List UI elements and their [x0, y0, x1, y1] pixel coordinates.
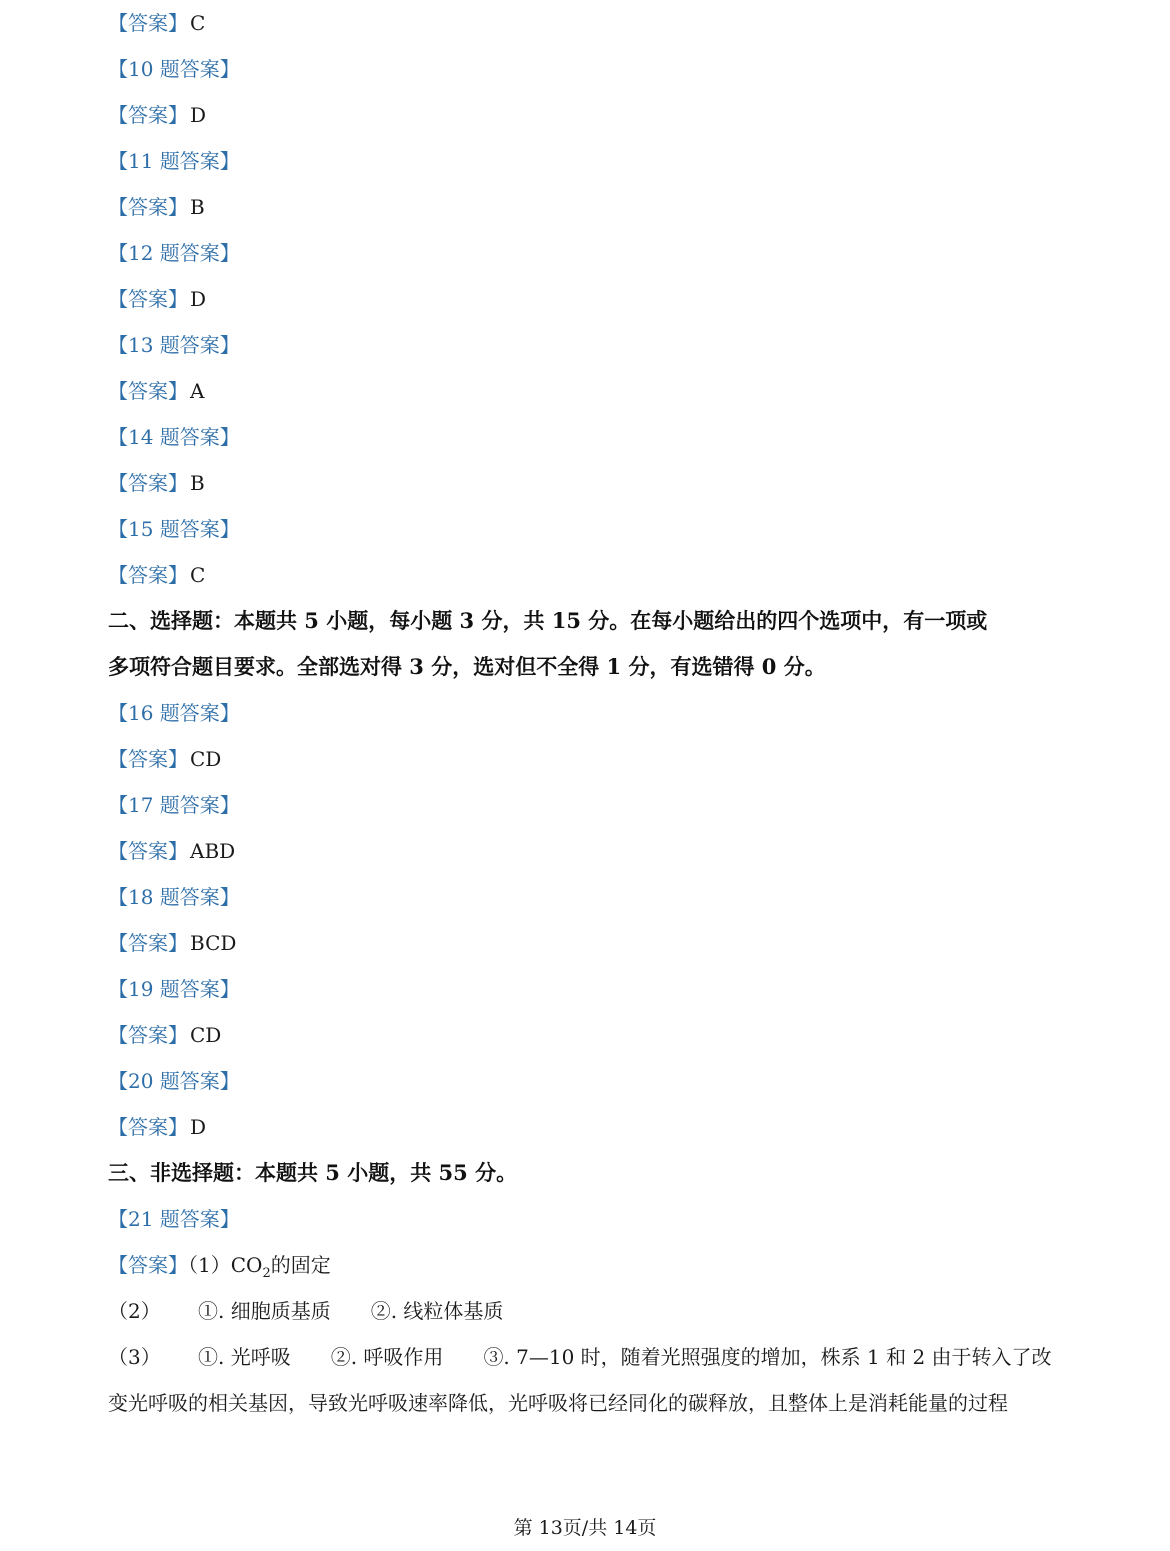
answer-value: ABD: [190, 839, 236, 863]
question-label: 【13 题答案】: [108, 333, 240, 357]
section2-heading: [108, 598, 1068, 690]
part3-item-3: ③. 7—10 时，随着光照强度的增加，株系 1 和 2 由于转入了改: [483, 1345, 1052, 1369]
answer-value: C: [190, 563, 206, 587]
answer-line: [108, 552, 1068, 598]
answer-line: [108, 276, 1068, 322]
section1-answer-list: [108, 0, 1068, 598]
question-label: 【14 题答案】: [108, 425, 240, 449]
part2-item-1: ①. 细胞质基质: [198, 1299, 331, 1323]
answer-label: 【答案】: [108, 931, 188, 955]
answer-value: D: [190, 287, 207, 311]
answer-label: 【答案】: [108, 1115, 188, 1139]
question-label-line: [108, 1196, 1068, 1242]
answer-line: [108, 368, 1068, 414]
answer-line: [108, 460, 1068, 506]
answer-line: [108, 184, 1068, 230]
answer-label: 【答案】: [108, 195, 188, 219]
question-label-line: [108, 1058, 1068, 1104]
answer-value: B: [190, 195, 205, 219]
answer-line: [108, 1104, 1068, 1150]
answer-line: [108, 828, 1068, 874]
question-label-line: [108, 874, 1068, 920]
section2-heading-line2: 多项符合题目要求。全部选对得 3 分，选对但不全得 1 分，有选错得 0 分。: [108, 654, 826, 679]
question-label-line: [108, 966, 1068, 1012]
answer-line: [108, 1012, 1068, 1058]
question-label: 【20 题答案】: [108, 1069, 240, 1093]
part2-item-2: ②. 线粒体基质: [370, 1299, 504, 1323]
question-label: 【15 题答案】: [108, 517, 240, 541]
answer-line: [108, 736, 1068, 782]
question-label-line: [108, 782, 1068, 828]
section2-answer-list: [108, 690, 1068, 1150]
answer-label: 【答案】: [108, 379, 188, 403]
question-label: 【10 题答案】: [108, 57, 240, 81]
answer-value: D: [190, 103, 207, 127]
question-label-line: [108, 414, 1068, 460]
question-label-line: [108, 322, 1068, 368]
answer-label: 【答案】: [108, 839, 188, 863]
answer-value: D: [190, 1115, 207, 1139]
page-footer: 第 13页/共 14页: [513, 1517, 657, 1539]
question-label: 【19 题答案】: [108, 977, 240, 1001]
section3-heading: 三、非选择题：本题共 5 小题，共 55 分。: [108, 1160, 518, 1185]
answer-value: C: [190, 11, 206, 35]
question-label-line: [108, 138, 1068, 184]
answer-value: BCD: [190, 931, 237, 955]
question-label-line: [108, 506, 1068, 552]
part3-number: （3）: [108, 1345, 161, 1369]
page-content: [108, 0, 1068, 1426]
part1-suffix: 的固定: [270, 1253, 331, 1277]
answer-part3-continuation: 变光呼吸的相关基因，导致光呼吸速率降低，光呼吸将已经同化的碳释放，且整体上是消耗能量的过程: [108, 1391, 1008, 1415]
answer-part1-line: [108, 1242, 1068, 1288]
question-label: 【12 题答案】: [108, 241, 240, 265]
answer-value: CD: [190, 747, 222, 771]
part2-number: （2）: [108, 1299, 161, 1323]
answer-part2-line: [108, 1288, 1068, 1334]
question-label-line: [108, 230, 1068, 276]
answer-line: [108, 92, 1068, 138]
question-label: 【16 题答案】: [108, 701, 240, 725]
answer-label: 【答案】: [108, 11, 188, 35]
part1-subscript: 2: [262, 1266, 271, 1281]
question-label-line: [108, 690, 1068, 736]
answer-label: 【答案】: [108, 103, 188, 127]
answer-label: 【答案】: [108, 563, 188, 587]
part3-item-2: ②. 呼吸作用: [330, 1345, 444, 1369]
answer-part3-line: [108, 1334, 1068, 1380]
question-label-line: [108, 46, 1068, 92]
section3: [108, 1150, 1068, 1426]
part1-prefix: （1）CO: [188, 1253, 263, 1277]
question-label: 【21 题答案】: [108, 1207, 240, 1231]
question-label: 【18 题答案】: [108, 885, 240, 909]
answer-line: [108, 920, 1068, 966]
answer-label: 【答案】: [108, 1023, 188, 1047]
answer-value: CD: [190, 1023, 222, 1047]
answer-label: 【答案】: [108, 747, 188, 771]
question-label: 【17 题答案】: [108, 793, 240, 817]
section2-heading-line1: 二、选择题：本题共 5 小题，每小题 3 分，共 15 分。在每小题给出的四个选项中，有一项或: [108, 608, 988, 633]
answer-label: 【答案】: [108, 1253, 188, 1277]
part3-item-1: ①. 光呼吸: [198, 1345, 291, 1369]
answer-value: B: [190, 471, 205, 495]
question-label: 【11 题答案】: [108, 149, 240, 173]
answer-line: [108, 0, 1068, 46]
answer-label: 【答案】: [108, 287, 188, 311]
answer-label: 【答案】: [108, 471, 188, 495]
answer-value: A: [190, 379, 205, 403]
